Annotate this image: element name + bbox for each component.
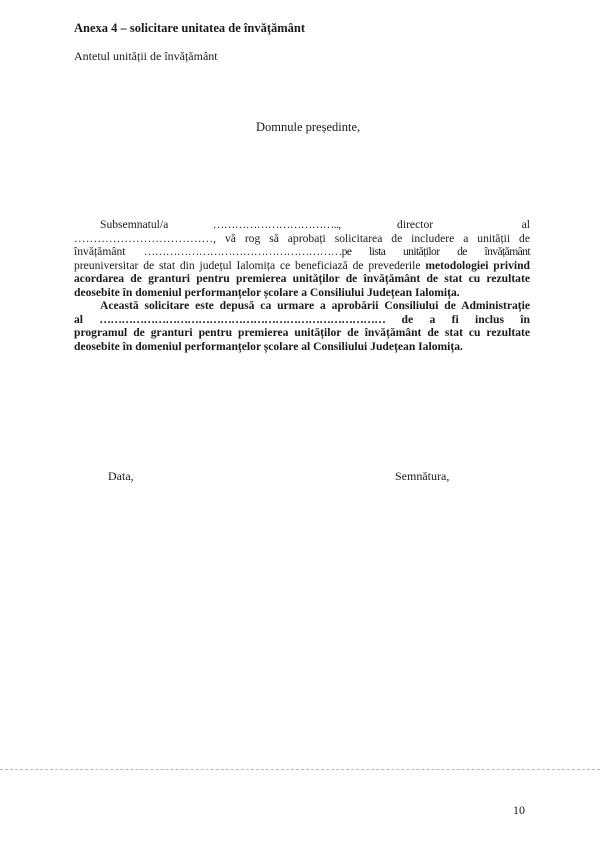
paragraph2-line2 xyxy=(74,313,530,327)
paragraph1-line3 xyxy=(74,245,530,259)
salutation: Domnule președinte, xyxy=(256,120,361,134)
paragraph1-line2: ………………………………, vă rog să aprobați solicitarea de includere a unității de xyxy=(74,231,530,245)
request-paragraph xyxy=(74,218,530,300)
paragraph2-line3: programul de granturi pentru premierea unităților de învățământ de stat cu rezultate xyxy=(74,326,530,340)
page-number: 10 xyxy=(513,803,525,817)
approval-paragraph xyxy=(74,299,530,353)
line4-text: preuniversitar de stat din județul Ialomița ce beneficiază de prevederile xyxy=(74,258,426,272)
name-blank: …………………………….., xyxy=(212,218,341,231)
of-label: al xyxy=(521,218,530,231)
paragraph2-line1: Această solicitare este depusă ca urmare a aprobării Consiliului de Administrație xyxy=(100,299,530,312)
of-label-2: al xyxy=(74,312,84,326)
council-blank: …………………………………………………………………… xyxy=(99,312,386,326)
letterhead-placeholder: Antetul unității de învățământ xyxy=(74,49,218,63)
paragraph1-line6: deosebite în domeniul performanțelor școlare a Consiliului Județean Ialomița. xyxy=(74,285,460,299)
annex-title: Anexa 4 – solicitare unitatea de învățământ xyxy=(74,21,306,35)
school-blank: ………………………………………………pe lista unităților de învățământ xyxy=(143,245,530,259)
paragraph1-line1 xyxy=(74,218,530,232)
date-label: Data, xyxy=(108,469,134,483)
paragraph1-line4 xyxy=(74,259,530,273)
paragraph2-line4: deosebite în domeniul performanțelor școlare al Consiliului Județean Ialomița. xyxy=(74,339,463,353)
page-divider xyxy=(0,769,600,770)
signature-label: Semnătura, xyxy=(395,469,450,483)
name-label: Subsemnatul/a xyxy=(100,218,169,231)
methodology-ref: metodologiei privind xyxy=(425,258,530,272)
paragraph1-line5: acordarea de granturi pentru premierea unităților de învățământ de stat cu rezultate xyxy=(74,272,530,286)
school-label: învățământ xyxy=(74,245,126,259)
inclusion-text: de a fi inclus în xyxy=(401,312,530,326)
director-label: director xyxy=(397,218,434,231)
